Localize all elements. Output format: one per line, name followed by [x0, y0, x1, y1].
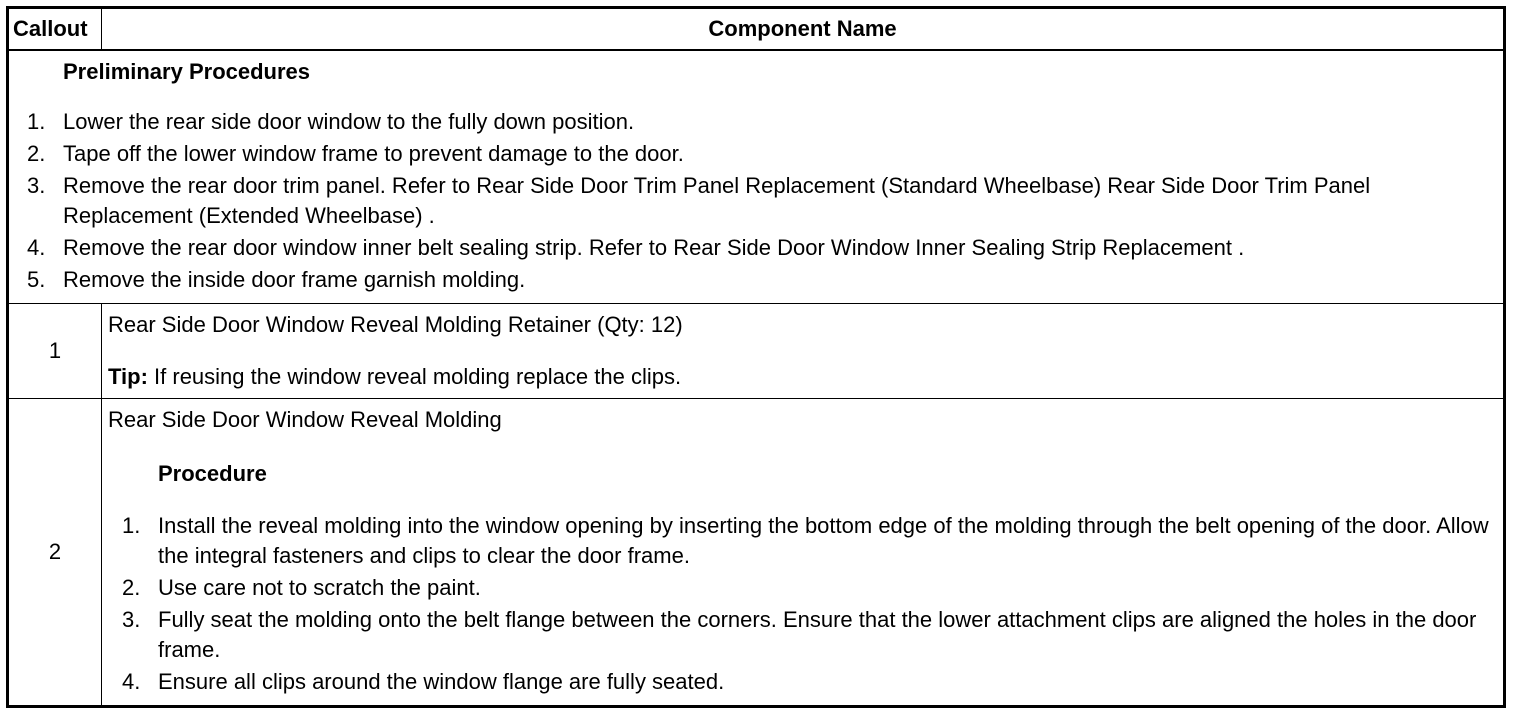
preliminary-step [9, 107, 1503, 137]
step-number: 3. [27, 173, 46, 198]
step-number: 4. [122, 669, 141, 694]
preliminary-step [9, 233, 1503, 263]
step-text: Fully seat the molding onto the belt flange between the corners. Ensure that the lower attachment clips are aligned the holes in the door frame. [158, 607, 1477, 662]
component-table [6, 6, 1506, 708]
step-text: Lower the rear side door window to the fully down position. [63, 109, 635, 134]
component-name-column-header: Component Name [102, 8, 1505, 51]
component-name-cell [102, 399, 1505, 707]
procedure-step [108, 573, 1499, 603]
callout-number: 1 [8, 304, 102, 399]
step-number: 2. [27, 141, 46, 166]
preliminary-row [8, 50, 1505, 304]
preliminary-cell [8, 50, 1505, 304]
component-name: Rear Side Door Window Reveal Molding [108, 407, 502, 432]
preliminary-steps-list [9, 107, 1503, 295]
tip-line [108, 362, 1499, 392]
step-number: 1. [27, 109, 46, 134]
step-number: 2. [122, 575, 141, 600]
step-number: 4. [27, 235, 46, 260]
step-number: 5. [27, 267, 46, 292]
preliminary-step [9, 265, 1503, 295]
preliminary-title: Preliminary Procedures [63, 59, 311, 84]
step-text: Use care not to scratch the paint. [158, 575, 481, 600]
step-text: Remove the inside door frame garnish molding. [63, 267, 526, 292]
component-name: Rear Side Door Window Reveal Molding Retainer (Qty: 12) [108, 312, 683, 337]
step-text: Install the reveal molding into the window opening by inserting the bottom edge of the molding through the belt opening of the door. Allow the integral fasteners and clips to clear the door frame. [158, 513, 1489, 568]
procedure-step [108, 667, 1499, 697]
procedure-step [108, 605, 1499, 665]
procedure-title: Procedure [158, 461, 267, 486]
procedure-step [108, 511, 1499, 571]
step-number: 3. [122, 607, 141, 632]
step-number: 1. [122, 513, 141, 538]
table-row [8, 399, 1505, 707]
table-header-row [8, 8, 1505, 51]
step-text: Remove the rear door window inner belt sealing strip. Refer to Rear Side Door Window Inner Sealing Strip Replacement . [63, 235, 1245, 260]
step-text: Remove the rear door trim panel. Refer to Rear Side Door Trim Panel Replacement (Standard Wheelbase) Rear Side Door Trim Panel Replacement (Extended Wheelbase) . [63, 173, 1371, 228]
table-row [8, 304, 1505, 399]
step-text: Tape off the lower window frame to prevent damage to the door. [63, 141, 684, 166]
preliminary-step [9, 171, 1503, 231]
tip-label: Tip: [108, 364, 148, 389]
tip-text: If reusing the window reveal molding replace the clips. [147, 364, 682, 389]
procedure-steps-list [108, 511, 1499, 697]
component-name-cell [102, 304, 1505, 399]
callout-number: 2 [8, 399, 102, 707]
step-text: Ensure all clips around the window flange are fully seated. [158, 669, 725, 694]
callout-column-header: Callout [8, 8, 102, 51]
preliminary-step [9, 139, 1503, 169]
